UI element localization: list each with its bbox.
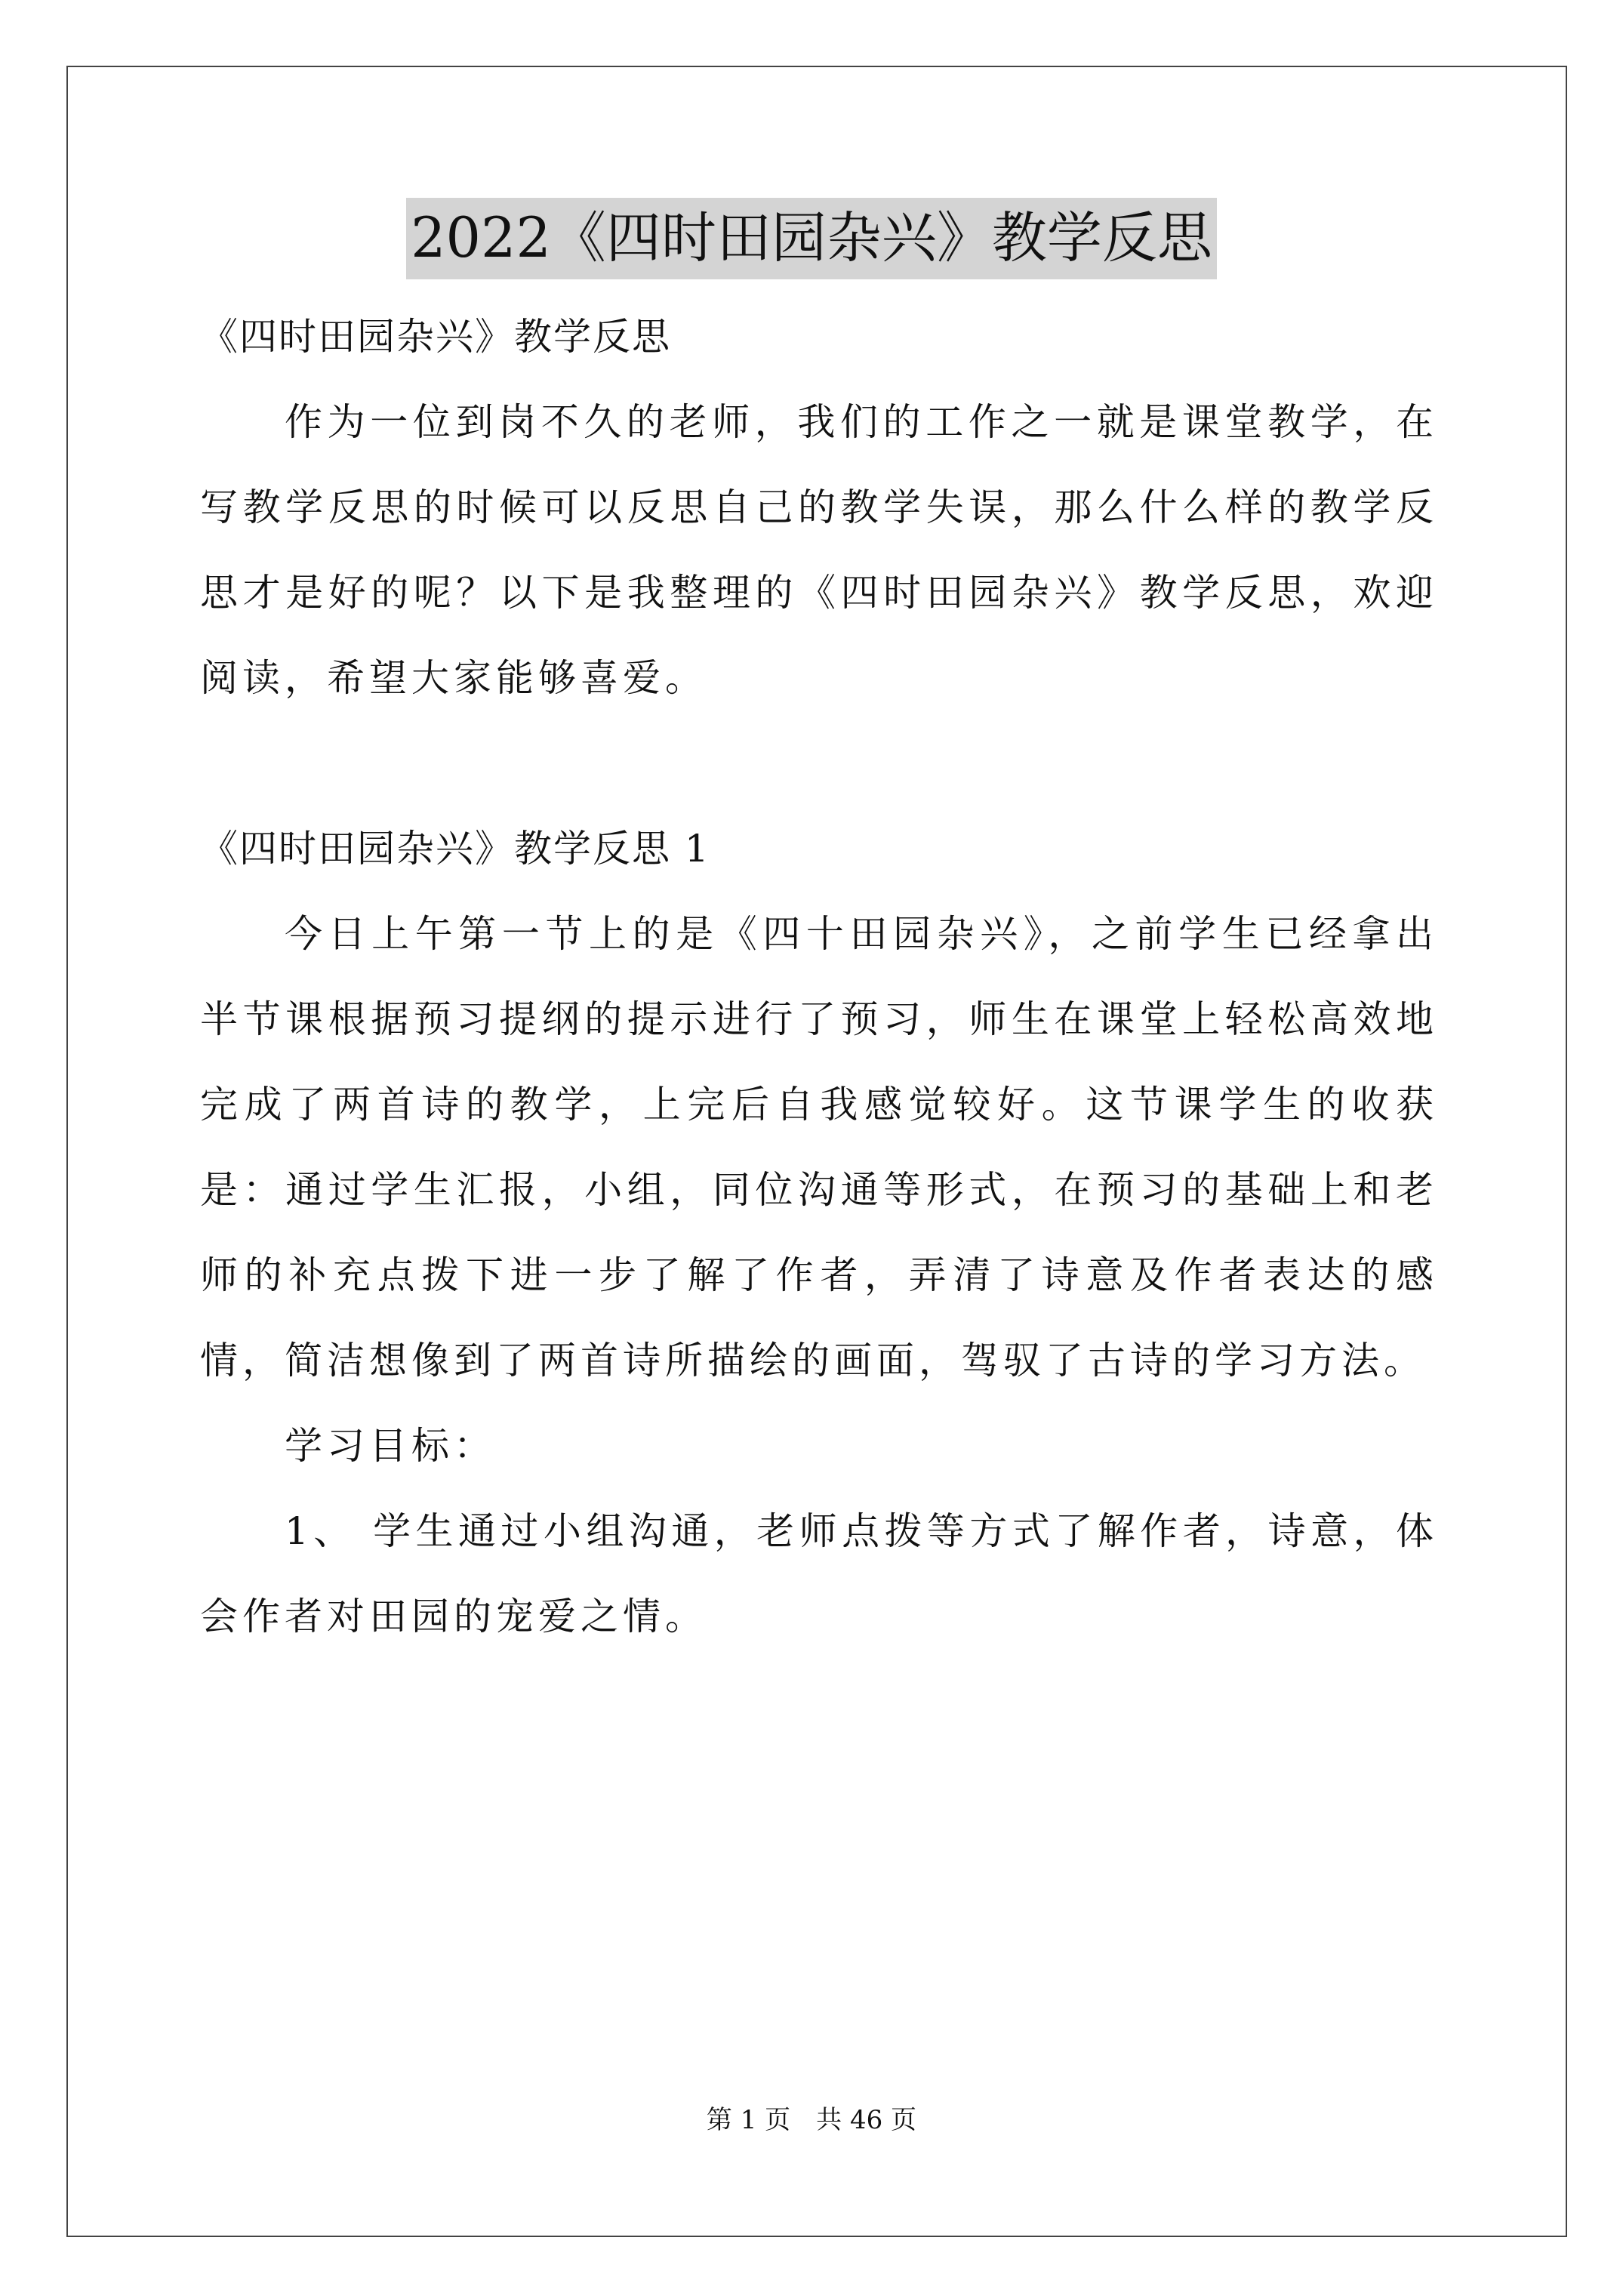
subtitle: 《四时田园杂兴》教学反思 (200, 315, 671, 359)
spacer (200, 721, 1438, 806)
section-heading: 《四时田园杂兴》教学反思 1 (200, 827, 710, 871)
section-paragraph: 今日上午第一节上的是《四十田园杂兴》，之前学生已经拿出半节课根据预习提纲的提示进行了预习，师生在课堂上轻松高效地完成了两首诗的教学，上完后自我感觉较好。这节课学生的收获是：通过学生汇报，小组，同位沟通等形式，在预习的基础上和老师的补充点拨下进一步了解了作者，弄清了诗意及作者表达的感情，简洁想像到了两首诗所描绘的画面，驾驭了古诗的学习方法。 (200, 912, 1438, 1382)
document-title: 2022《四时田园杂兴》教学反思 (406, 198, 1217, 279)
title-container (0, 198, 1623, 279)
goal-item: 1、 学生通过小组沟通，老师点拨等方式了解作者，诗意，体会作者对田园的宠爱之情。 (200, 1509, 1438, 1638)
intro-paragraph: 作为一位到岗不久的老师，我们的工作之一就是课堂教学，在写教学反思的时候可以反思自己的教学失误，那么什么样的教学反思才是好的呢？以下是我整理的《四时田园杂兴》教学反思，欢迎阅读，希望大家能够喜爱。 (200, 400, 1438, 700)
goals-label: 学习目标： (285, 1424, 496, 1468)
page-number-footer: 第 1 页 共 46 页 (706, 2105, 917, 2135)
document-body (200, 294, 1438, 1660)
